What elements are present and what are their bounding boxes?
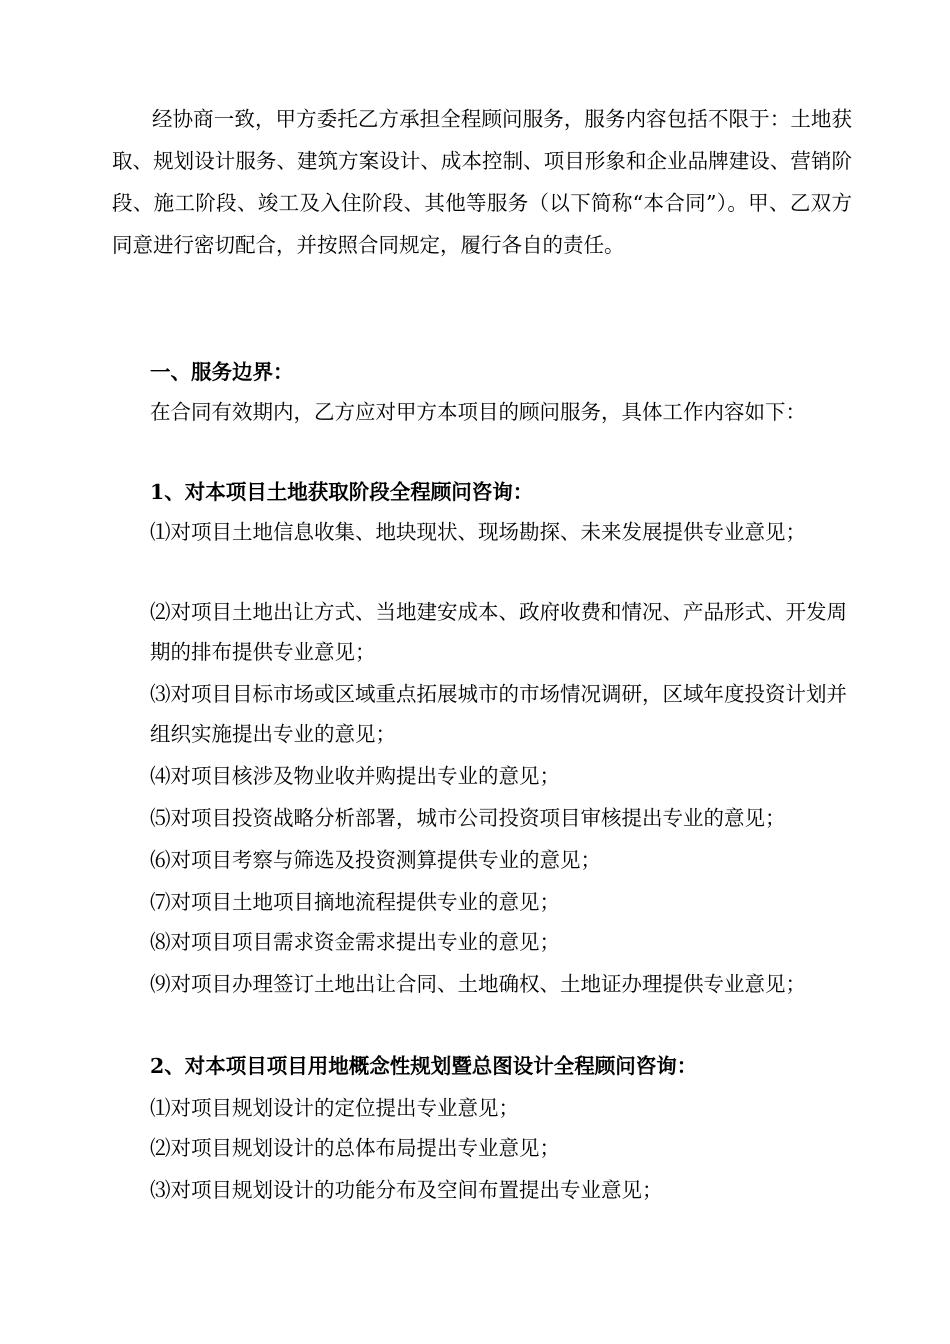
list-item-text: 对项目土地出让方式、当地建安成本、政府收费和情况、产品形式、开发周期的排布提供专业意见；: [150, 600, 847, 664]
list-item: [112, 674, 862, 754]
list-item-number: ⑸: [150, 806, 171, 830]
list-item-text: 对项目核涉及物业收并购提出专业的意见；: [170, 764, 560, 788]
list-item-number: ⑴: [150, 1096, 171, 1120]
section-paragraph: 在合同有效期内，乙方应对甲方本项目的顾问服务，具体工作内容如下：: [150, 400, 806, 424]
list-item-text: 对项目目标市场或区域重点拓展城市的市场情况调研，区域年度投资计划并组织实施提出专业的意见；: [150, 682, 847, 746]
list-item: [112, 1088, 862, 1128]
list-item: [112, 964, 852, 1004]
list-item-text: 对项目办理签订土地出让合同、土地确权、土地证办理提供专业意见；: [170, 972, 806, 996]
list-item-text: 对项目投资战略分析部署，城市公司投资项目审核提出专业的意见；: [170, 806, 786, 830]
list-item-number: ⑴: [150, 520, 171, 544]
list-item-text: 对项目规划设计的定位提出专业意见；: [170, 1096, 519, 1120]
list-item-text: 对项目考察与筛选及投资测算提供专业的意见；: [170, 848, 601, 872]
list-item: [112, 512, 852, 552]
list-item-number: ⑶: [150, 682, 171, 706]
list-item-text: 对项目土地信息收集、地块现状、现场勘探、未来发展提供专业意见；: [170, 520, 806, 544]
list-item: [112, 798, 862, 838]
list-item: [112, 592, 862, 672]
section-heading-service-boundary: 一、服务边界：: [150, 360, 294, 384]
list-item: [112, 1128, 862, 1168]
list-item: [112, 922, 862, 962]
list-item-number: ⑼: [150, 972, 171, 996]
list-item-text: 对项目项目需求资金需求提出专业的意见；: [170, 930, 560, 954]
subsection-heading-planning-design: 2、对本项目项目用地概念性规划暨总图设计全程顾问咨询：: [150, 1054, 698, 1078]
list-item-number: ⑶: [150, 1178, 171, 1202]
subsection-heading-land-acquisition: 1、对本项目土地获取阶段全程顾问咨询：: [150, 480, 534, 504]
list-item: [112, 840, 862, 880]
list-item-number: ⑵: [150, 600, 171, 624]
list-item: [112, 882, 862, 922]
list-item: [112, 756, 862, 796]
list-item: [112, 1170, 862, 1210]
list-item-text: 对项目规划设计的总体布局提出专业意见；: [170, 1136, 560, 1160]
list-item-number: ⑻: [150, 930, 171, 954]
list-item-number: ⑵: [150, 1136, 171, 1160]
intro-paragraph: 经协商一致，甲方委托乙方承担全程顾问服务，服务内容包括不限于：土地获取、规划设计服务、建筑方案设计、成本控制、项目形象和企业品牌建设、营销阶段、施工阶段、竣工及入住阶段、其他等服务（以下简称“本合同”）。甲、乙双方同意进行密切配合，并按照合同规定，履行各自的责任。: [112, 107, 852, 257]
list-item-number: ⑺: [150, 890, 171, 914]
list-item-number: ⑹: [150, 848, 171, 872]
list-item-text: 对项目土地项目摘地流程提供专业的意见；: [170, 890, 560, 914]
list-item-number: ⑷: [150, 764, 171, 788]
list-item-text: 对项目规划设计的功能分布及空间布置提出专业意见；: [170, 1178, 663, 1202]
